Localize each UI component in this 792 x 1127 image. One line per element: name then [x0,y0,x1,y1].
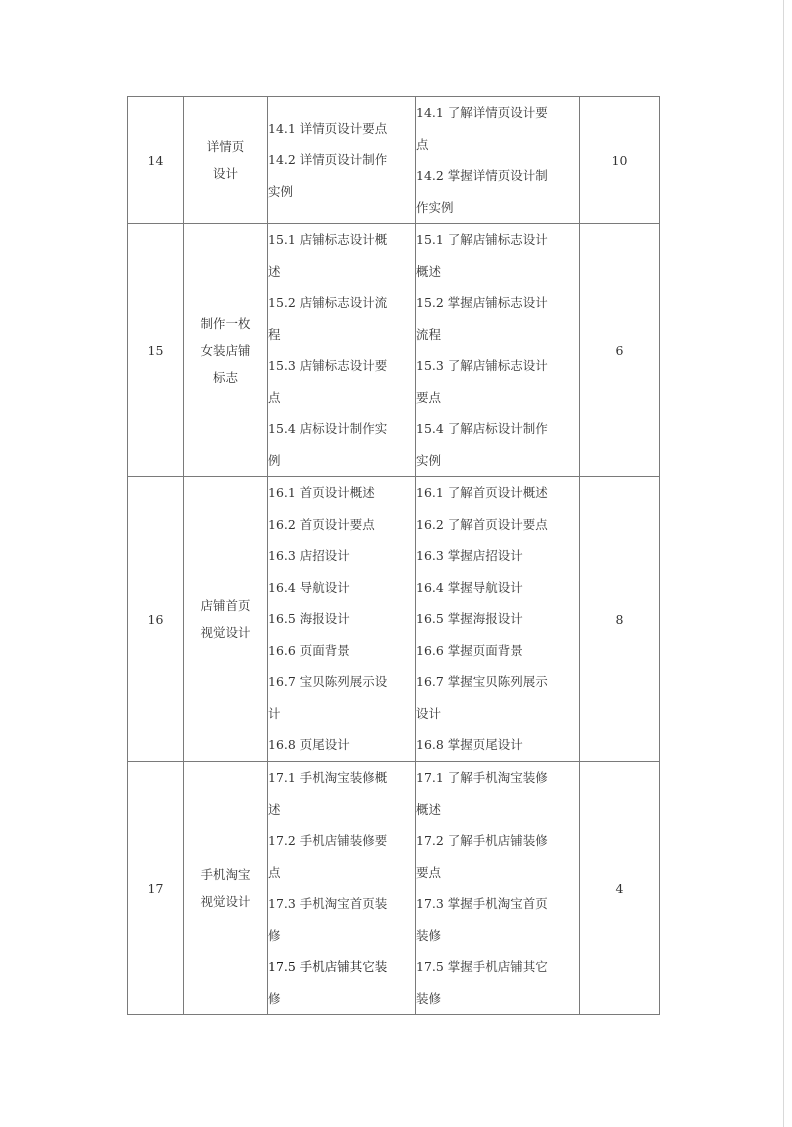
learning-goals: 17.1 了解手机淘宝装修 概述 17.2 了解手机店铺装修 要点 17.3 掌握手机淘宝首页 装修 17.5 掌握手机店铺其它 装修 [416,762,580,1015]
class-hours: 6 [580,224,660,477]
table-row [128,97,660,224]
chapter-number: 17 [128,762,184,1015]
teaching-content: 16.1 首页设计概述 16.2 首页设计要点 16.3 店招设计 16.4 导航设计 16.5 海报设计 16.6 页面背景 16.7 宝贝陈列展示设 计 16.8 页尾设计 [268,477,416,762]
chapter-title: 制作一枚 女装店铺 标志 [184,224,268,477]
learning-goals: 14.1 了解详情页设计要 点 14.2 掌握详情页设计制 作实例 [416,97,580,224]
scan-edge-line [783,0,784,1127]
table-row [128,762,660,1015]
chapter-title: 手机淘宝 视觉设计 [184,762,268,1015]
table-row [128,224,660,477]
chapter-number: 15 [128,224,184,477]
class-hours: 10 [580,97,660,224]
learning-goals: 16.1 了解首页设计概述 16.2 了解首页设计要点 16.3 掌握店招设计 16.4 掌握导航设计 16.5 掌握海报设计 16.6 掌握页面背景 16.7 掌握宝贝陈列展示 设计 16.8 掌握页尾设计 [416,477,580,762]
teaching-content: 17.1 手机淘宝装修概 述 17.2 手机店铺装修要 点 17.3 手机淘宝首页装 修 17.5 手机店铺其它装 修 [268,762,416,1015]
course-syllabus-table [127,96,660,1015]
class-hours: 8 [580,477,660,762]
chapter-number: 16 [128,477,184,762]
table-row [128,477,660,762]
chapter-title: 详情页 设计 [184,97,268,224]
chapter-title: 店铺首页 视觉设计 [184,477,268,762]
learning-goals: 15.1 了解店铺标志设计 概述 15.2 掌握店铺标志设计 流程 15.3 了解店铺标志设计 要点 15.4 了解店标设计制作 实例 [416,224,580,477]
teaching-content: 14.1 详情页设计要点 14.2 详情页设计制作 实例 [268,97,416,224]
chapter-number: 14 [128,97,184,224]
class-hours: 4 [580,762,660,1015]
teaching-content: 15.1 店铺标志设计概 述 15.2 店铺标志设计流 程 15.3 店铺标志设计要 点 15.4 店标设计制作实 例 [268,224,416,477]
